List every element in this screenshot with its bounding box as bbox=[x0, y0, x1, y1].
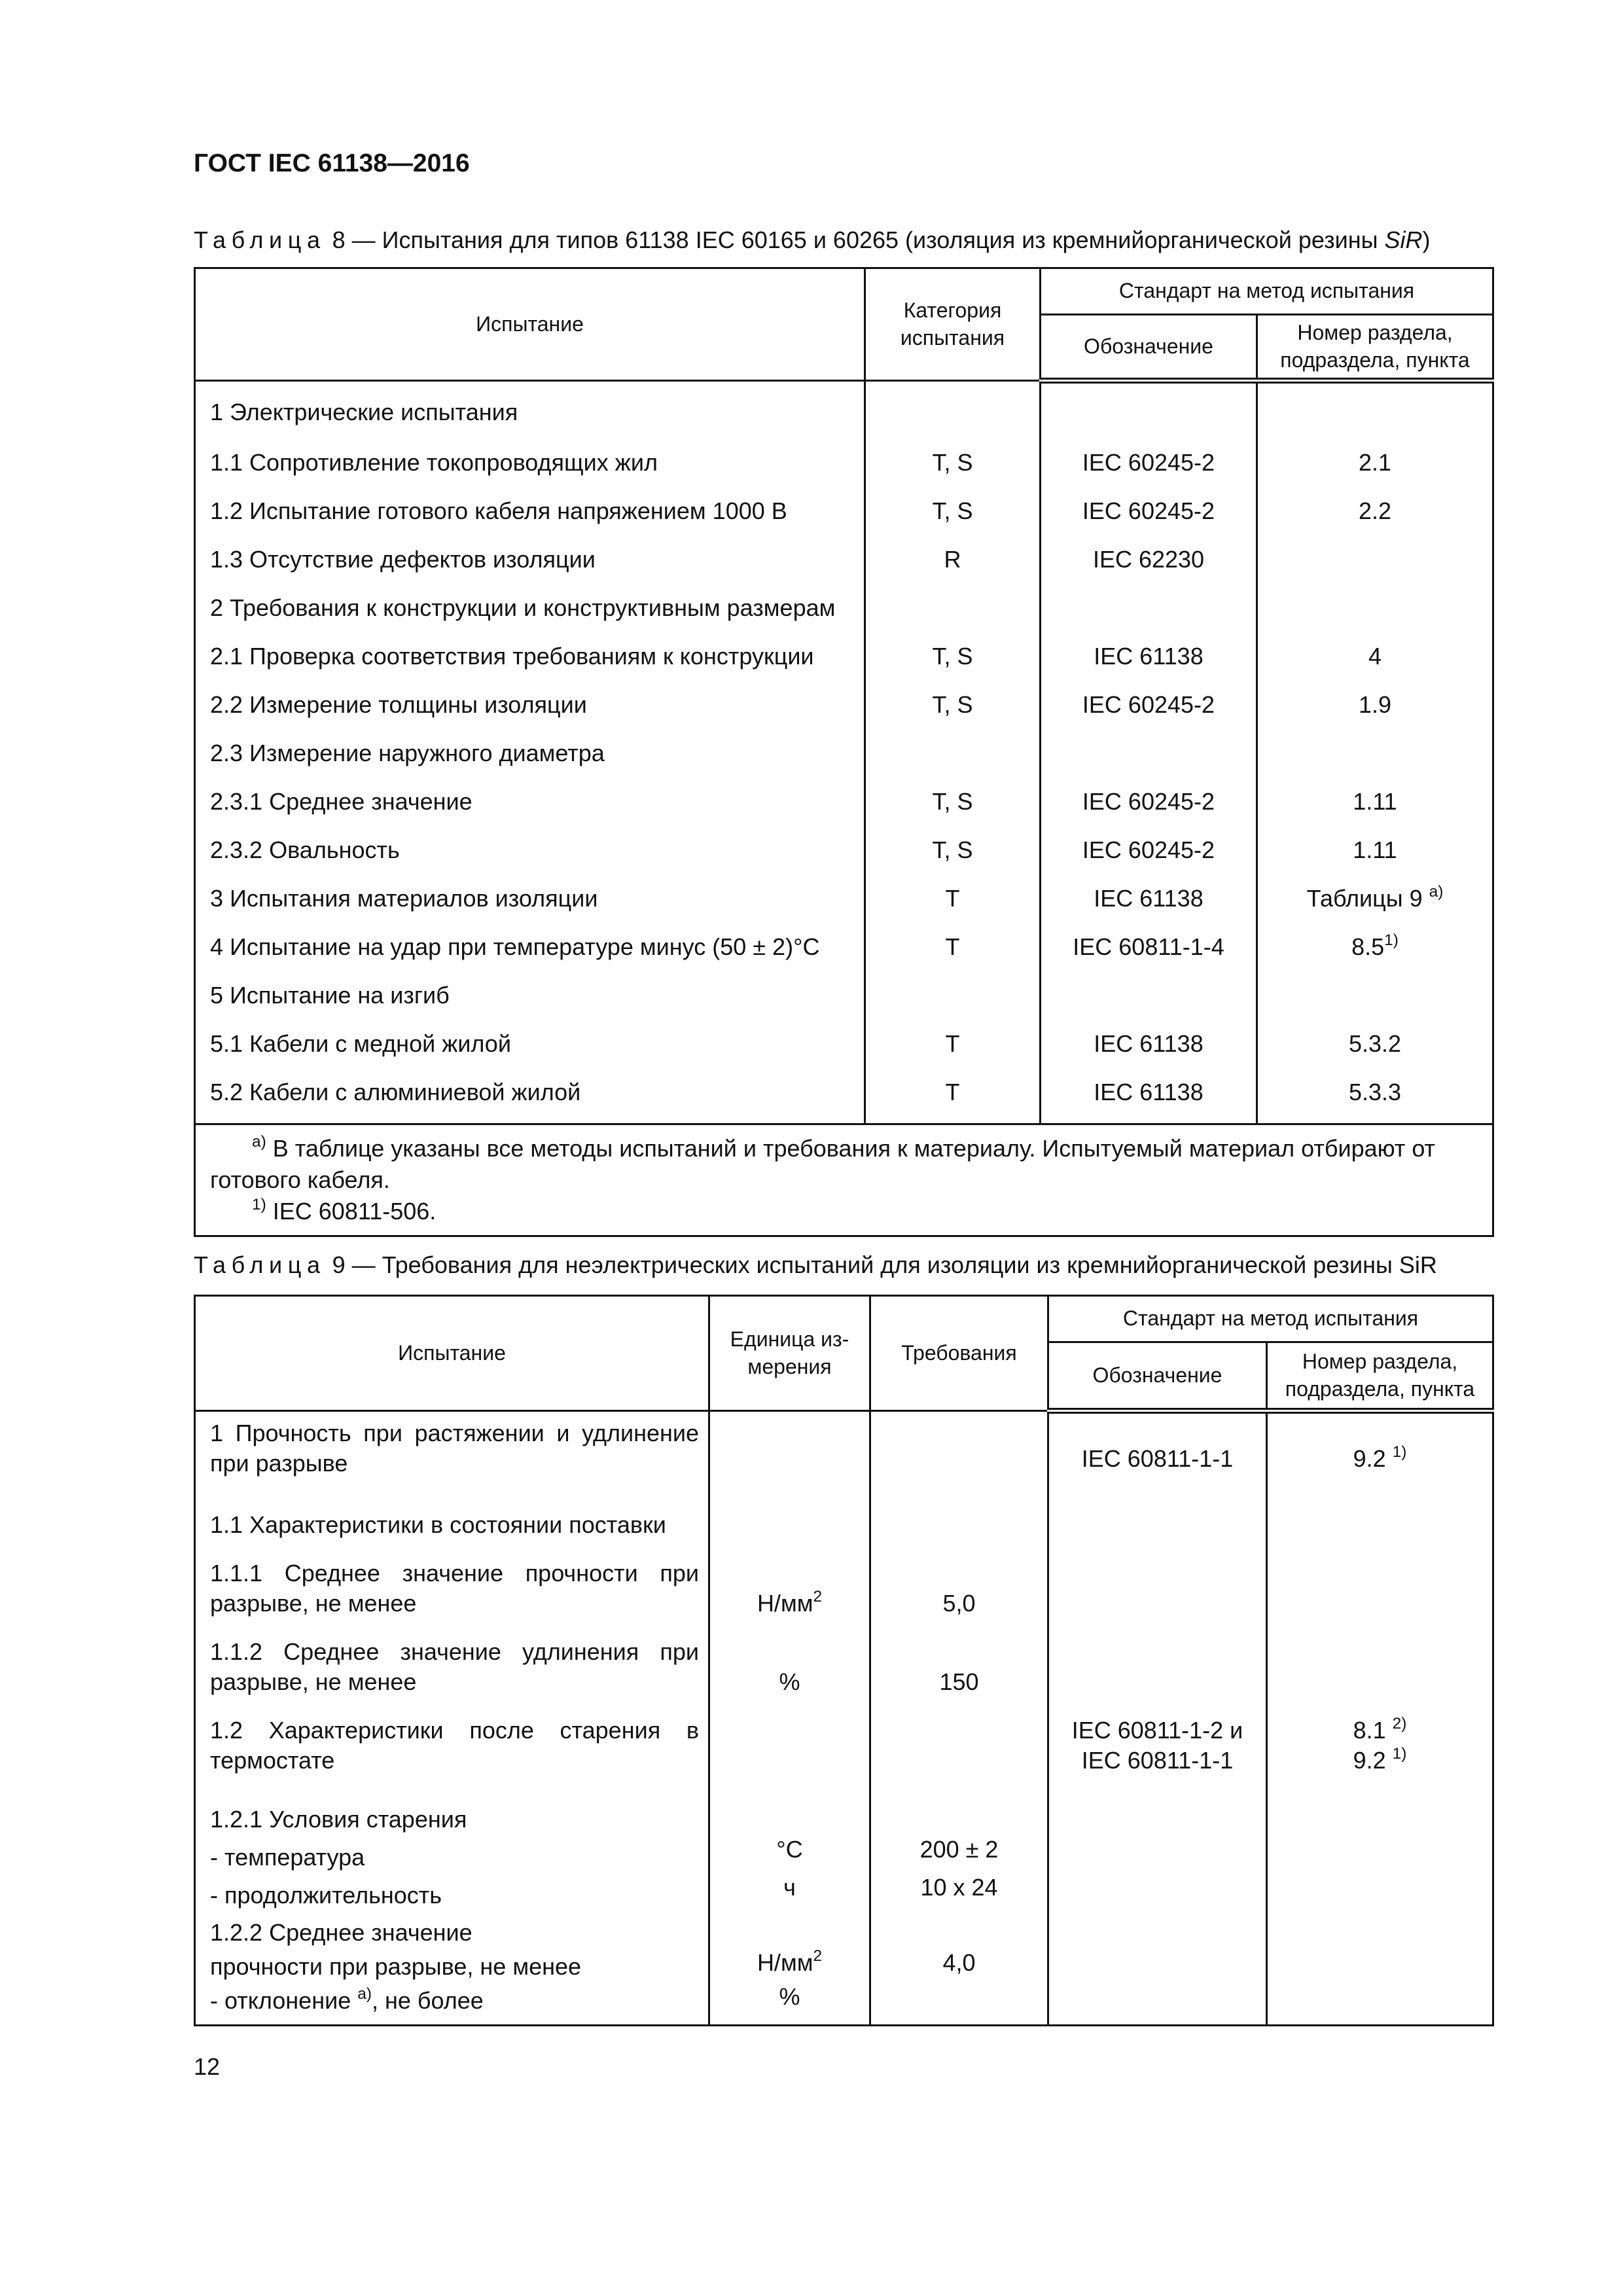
t8-cell-designation: IEC 61138 bbox=[1041, 632, 1257, 681]
table-row bbox=[195, 778, 1493, 826]
empty-cell bbox=[709, 1506, 870, 1558]
t8-cell-designation bbox=[1041, 381, 1257, 439]
t8-header-category: Категория испытания bbox=[865, 268, 1041, 381]
t9-r1-clause: 9.2 $^{1)}$ bbox=[1267, 1411, 1493, 1507]
t9-r5-clause: 8.1 $^{2)}$ 9.2 $^{1)}$ bbox=[1267, 1715, 1493, 1801]
table-row bbox=[195, 1411, 1493, 1507]
table-row bbox=[195, 1715, 1493, 1801]
t8-cell-clause bbox=[1257, 971, 1493, 1020]
t8-cell-designation: IEC 62230 bbox=[1041, 535, 1257, 584]
t8-cell-clause bbox=[1257, 729, 1493, 778]
table-row bbox=[195, 826, 1493, 874]
t9-r6-unit: °C ч bbox=[709, 1801, 870, 1916]
t8-cell-test: 2 Требования к конструкции и конструктивным размерам bbox=[195, 584, 865, 632]
table9-caption: Таблица 9 — Требования для неэлектрических испытаний для изоляции из кремнийорганической резины SiR bbox=[194, 1251, 1437, 1278]
t8-cell-designation: IEC 60245-2 bbox=[1041, 439, 1257, 487]
t8-cell-category: T, S bbox=[865, 778, 1041, 826]
table-row bbox=[195, 1637, 1493, 1715]
table-row bbox=[195, 1801, 1493, 1916]
table-row bbox=[195, 439, 1493, 487]
t8-cell-category bbox=[865, 584, 1041, 632]
empty-cell bbox=[1048, 1558, 1267, 1637]
t8-cell-designation: IEC 60245-2 bbox=[1041, 681, 1257, 729]
t9-header-requirement: Требования bbox=[870, 1296, 1048, 1411]
t8-cell-category: T, S bbox=[865, 826, 1041, 874]
t8-footnotes bbox=[195, 1124, 1493, 1236]
t9-r2-test: 1.1 Характеристики в состоянии поставки bbox=[195, 1506, 709, 1558]
t8-cell-category bbox=[865, 971, 1041, 1020]
t8-cell-clause: 1.9 bbox=[1257, 681, 1493, 729]
t8-header-clause: Номер раздела, подраздела, пункта bbox=[1257, 315, 1493, 381]
table-row bbox=[195, 381, 1493, 439]
table-row bbox=[195, 971, 1493, 1020]
t9-r7-requirement: 4,0 bbox=[870, 1916, 1048, 2026]
empty-cell bbox=[870, 1715, 1048, 1801]
t9-header-clause: Номер раздела, подраздела, пункта bbox=[1267, 1342, 1493, 1411]
t8-cell-designation bbox=[1041, 729, 1257, 778]
t8-cell-designation: IEC 61138 bbox=[1041, 1068, 1257, 1124]
empty-cell bbox=[1048, 1801, 1267, 1916]
empty-cell bbox=[1267, 1916, 1493, 2026]
empty-cell bbox=[870, 1506, 1048, 1558]
t8-cell-category bbox=[865, 381, 1041, 439]
t8-cell-designation: IEC 60245-2 bbox=[1041, 826, 1257, 874]
t9-header-test: Испытание bbox=[195, 1296, 709, 1411]
table-row bbox=[195, 1558, 1493, 1637]
empty-cell bbox=[1267, 1801, 1493, 1916]
t8-cell-category: T, S bbox=[865, 632, 1041, 681]
t8-cell-clause: 2.1 bbox=[1257, 439, 1493, 487]
table-8 bbox=[194, 267, 1494, 1237]
footnote-1: $^{1)}$ IEC 60811-506. bbox=[252, 1195, 437, 1225]
t9-r5-designation: IEC 60811-1-2 и IEC 60811-1-1 bbox=[1048, 1715, 1267, 1801]
t8-cell-test: 1.1 Сопротивление токопроводящих жил bbox=[195, 439, 865, 487]
t8-cell-test: 5.2 Кабели с алюминиевой жилой bbox=[195, 1068, 865, 1124]
table-row bbox=[195, 1068, 1493, 1124]
t8-cell-clause: 2.2 bbox=[1257, 487, 1493, 535]
t8-cell-clause: 5.3.2 bbox=[1257, 1020, 1493, 1068]
t8-cell-designation: IEC 60811-1-4 bbox=[1041, 923, 1257, 971]
empty-cell bbox=[1267, 1506, 1493, 1558]
t8-cell-designation: IEC 61138 bbox=[1041, 1020, 1257, 1068]
table-row bbox=[195, 584, 1493, 632]
t8-header-designation: Обозначение bbox=[1041, 315, 1257, 381]
t9-r1-unit bbox=[709, 1411, 870, 1507]
t8-header-standard: Стандарт на метод испытания bbox=[1041, 268, 1493, 315]
table-row bbox=[195, 729, 1493, 778]
t9-r6-requirement: 200 ± 2 10 x 24 bbox=[870, 1801, 1048, 1916]
empty-cell bbox=[1267, 1558, 1493, 1637]
t8-cell-category: R bbox=[865, 535, 1041, 584]
t9-r3-test: 1.1.1 Среднее значение прочности при разрыве, не менее bbox=[195, 1558, 709, 1637]
t8-cell-category: T bbox=[865, 1068, 1041, 1124]
t8-cell-clause: 4 bbox=[1257, 632, 1493, 681]
page-number: 12 bbox=[194, 2053, 221, 2080]
t8-cell-clause: 8.5$^{1)}$ bbox=[1257, 923, 1493, 971]
t8-cell-test: 5.1 Кабели с медной жилой bbox=[195, 1020, 865, 1068]
t8-cell-category: T, S bbox=[865, 681, 1041, 729]
t9-r1-requirement bbox=[870, 1411, 1048, 1507]
t8-cell-test: 2.1 Проверка соответствия требованиям к конструкции bbox=[195, 632, 865, 681]
t8-cell-designation bbox=[1041, 584, 1257, 632]
table-row bbox=[195, 874, 1493, 923]
t8-cell-designation: IEC 60245-2 bbox=[1041, 487, 1257, 535]
t9-header-standard: Стандарт на метод испытания bbox=[1048, 1296, 1493, 1342]
empty-cell bbox=[1267, 1637, 1493, 1715]
t9-r4-unit: % bbox=[709, 1637, 870, 1715]
t8-cell-category: T bbox=[865, 923, 1041, 971]
t8-cell-test: 3 Испытания материалов изоляции bbox=[195, 874, 865, 923]
t8-header-test: Испытание bbox=[195, 268, 865, 381]
table-row bbox=[195, 1506, 1493, 1558]
table8-caption: Таблица 8 — Испытания для типов 61138 IEC 60165 и 60265 (изоляция из кремнийорганической резины SiR) bbox=[194, 226, 1431, 253]
t9-header-designation: Обозначение bbox=[1048, 1342, 1267, 1411]
t8-cell-test: 1.3 Отсутствие дефектов изоляции bbox=[195, 535, 865, 584]
t8-cell-test: 2.2 Измерение толщины изоляции bbox=[195, 681, 865, 729]
t8-cell-test: 4 Испытание на удар при температуре минус (50 ± 2)°С bbox=[195, 923, 865, 971]
t9-r1-test: 1 Прочность при растяжении и удлинение при разрыве bbox=[195, 1411, 709, 1507]
t8-cell-designation bbox=[1041, 971, 1257, 1020]
t8-cell-clause bbox=[1257, 584, 1493, 632]
t8-cell-designation: IEC 61138 bbox=[1041, 874, 1257, 923]
t9-header-unit: Единица из-мерения bbox=[709, 1296, 870, 1411]
t8-cell-category bbox=[865, 729, 1041, 778]
t8-cell-test: 1 Электрические испытания bbox=[195, 381, 865, 439]
t8-cell-clause: 1.11 bbox=[1257, 826, 1493, 874]
t8-cell-clause bbox=[1257, 535, 1493, 584]
t9-r4-requirement: 150 bbox=[870, 1637, 1048, 1715]
t9-r3-requirement: 5,0 bbox=[870, 1558, 1048, 1637]
t9-r6-test: 1.2.1 Условия старения - температура - продолжительность bbox=[195, 1801, 709, 1916]
t8-cell-category: T, S bbox=[865, 487, 1041, 535]
t8-cell-test: 5 Испытание на изгиб bbox=[195, 971, 865, 1020]
t8-cell-test: 1.2 Испытание готового кабеля напряжением 1000 В bbox=[195, 487, 865, 535]
t9-r7-unit: $Н/мм^2$ % bbox=[709, 1916, 870, 2026]
t8-cell-clause: 5.3.3 bbox=[1257, 1068, 1493, 1124]
table-row bbox=[195, 632, 1493, 681]
table-row bbox=[195, 487, 1493, 535]
t9-r4-test: 1.1.2 Среднее значение удлинения при разрыве, не менее bbox=[195, 1637, 709, 1715]
empty-cell bbox=[709, 1715, 870, 1801]
t9-r5-test: 1.2 Характеристики после старения в термостате bbox=[195, 1715, 709, 1801]
table-row bbox=[195, 923, 1493, 971]
t8-cell-clause: Таблицы 9 $^{a)}$ bbox=[1257, 874, 1493, 923]
empty-cell bbox=[1048, 1637, 1267, 1715]
document-header: ГОСТ IEC 61138—2016 bbox=[194, 149, 470, 177]
t8-cell-test: 2.3.1 Среднее значение bbox=[195, 778, 865, 826]
table-row bbox=[195, 681, 1493, 729]
footnote-a: $^{a)}$ В таблице указаны все методы испытаний и требования к материалу. Испытуемый материал отбирают от готового кабеля. bbox=[210, 1132, 1436, 1193]
table-row bbox=[195, 535, 1493, 584]
t8-cell-category: T bbox=[865, 874, 1041, 923]
t9-r3-unit: $Н/мм^2$ bbox=[709, 1558, 870, 1637]
t8-cell-category: T, S bbox=[865, 439, 1041, 487]
t8-cell-clause bbox=[1257, 381, 1493, 439]
t8-cell-clause: 1.11 bbox=[1257, 778, 1493, 826]
t8-cell-test: 2.3 Измерение наружного диаметра bbox=[195, 729, 865, 778]
empty-cell bbox=[1048, 1506, 1267, 1558]
t8-cell-category: T bbox=[865, 1020, 1041, 1068]
table-row bbox=[195, 1916, 1493, 2026]
empty-cell bbox=[1048, 1916, 1267, 2026]
t9-r7-test: 1.2.2 Среднее значение прочности при разрыве, не менее - отклонение $^{а)}$, не более bbox=[195, 1916, 709, 2026]
t8-cell-test: 2.3.2 Овальность bbox=[195, 826, 865, 874]
table-9 bbox=[194, 1295, 1494, 2026]
t9-r1-designation: IEC 60811-1-1 bbox=[1048, 1411, 1267, 1507]
t8-cell-designation: IEC 60245-2 bbox=[1041, 778, 1257, 826]
table-row bbox=[195, 1020, 1493, 1068]
